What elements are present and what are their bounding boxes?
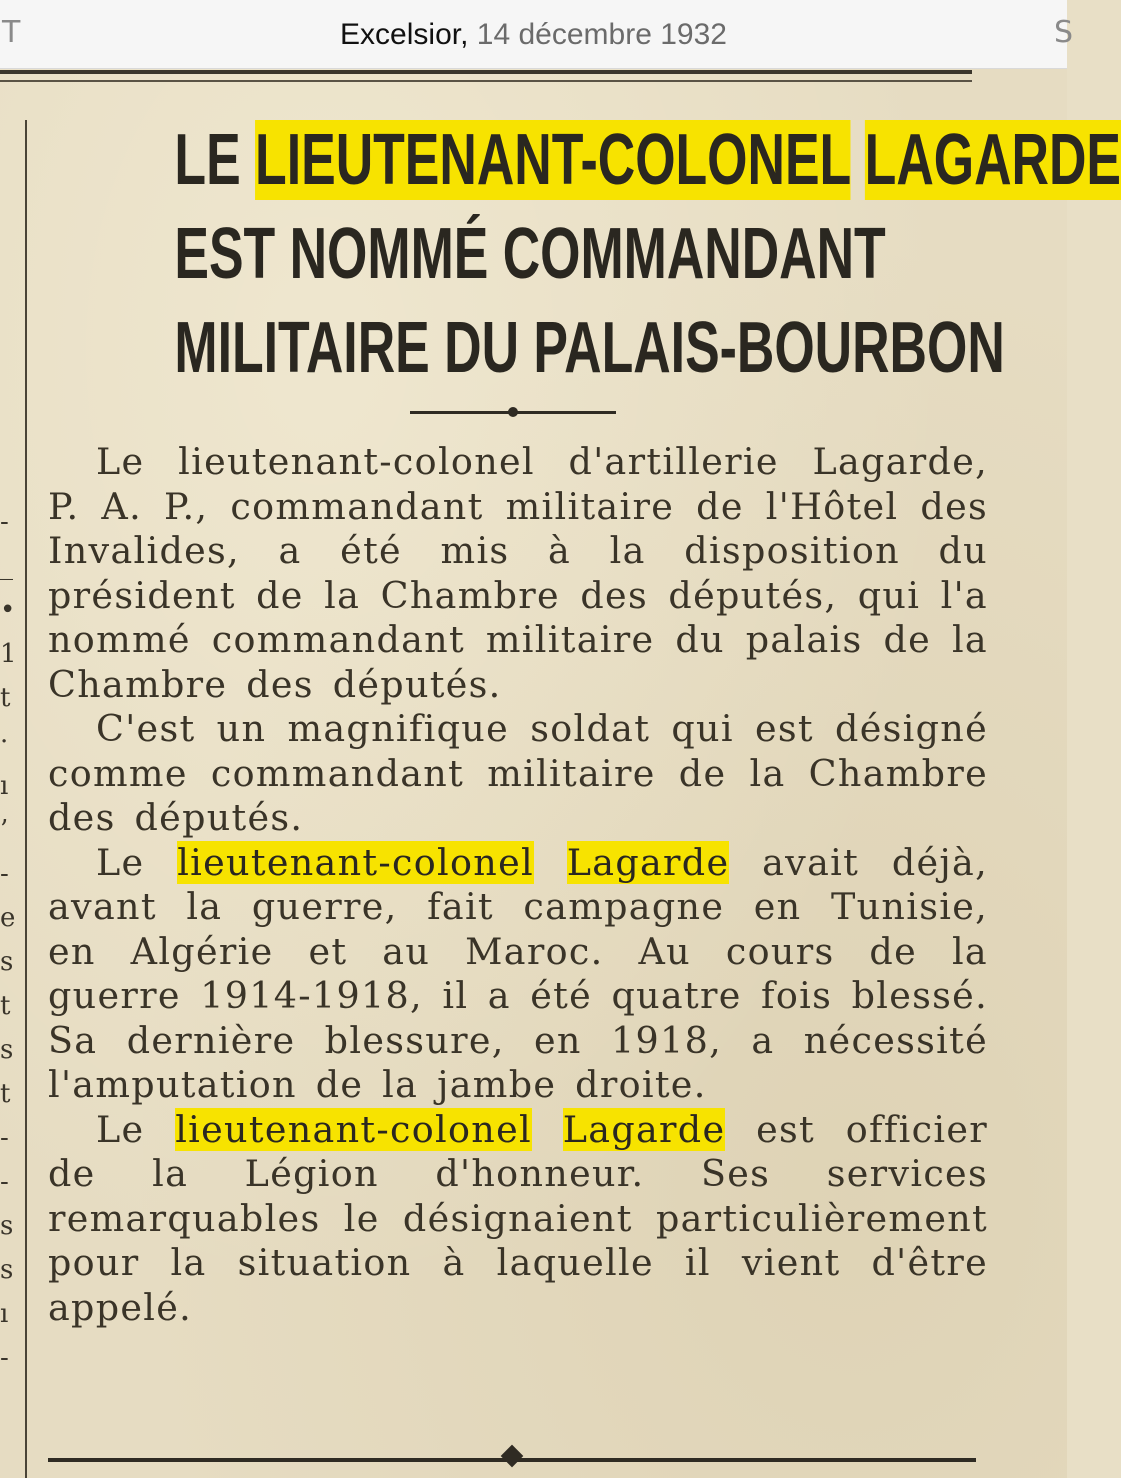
adjacent-column-glyph: - — [0, 1343, 9, 1373]
column-rule — [25, 120, 27, 1478]
headline-line-3: MILITAIRE DU PALAIS-BOURBON — [174, 308, 1005, 388]
left-adjacent-page-edge: T — [2, 15, 21, 50]
adjacent-column-glyph: · — [0, 727, 9, 757]
adjacent-column-glyph: s — [0, 947, 14, 977]
adjacent-column-fragments — [0, 500, 17, 1380]
adjacent-column-glyph: - — [0, 507, 9, 537]
paragraph-2: C'est un magnifique soldat qui est désigné comme commandant militaire de la Chambre des députés. — [48, 707, 988, 839]
headline-line-1 — [40, 118, 1121, 202]
adjacent-column-glyph: • — [0, 595, 16, 625]
document-title — [0, 15, 1067, 51]
adjacent-column-glyph: t — [0, 1079, 11, 1109]
adjacent-column-glyph: s — [0, 1255, 14, 1285]
right-adjacent-page-edge: S — [1053, 15, 1073, 50]
adjacent-column-glyph: - — [0, 1123, 9, 1153]
adjacent-column-glyph: s — [0, 1211, 14, 1241]
ornament-divider — [410, 405, 616, 419]
top-rule — [0, 70, 972, 74]
newspaper-name: Excelsior, — [340, 18, 469, 51]
article-body — [48, 440, 988, 1330]
publication-date: 14 décembre 1932 — [468, 18, 727, 51]
bottom-rule — [48, 1458, 976, 1462]
adjacent-column-glyph: t — [0, 683, 11, 713]
headline-highlight-lagarde: LAGARDE — [864, 120, 1121, 200]
adjacent-column-glyph: e — [0, 903, 16, 933]
adjacent-column-glyph: 1 — [0, 639, 17, 669]
adjacent-column-glyph: t — [0, 991, 11, 1021]
adjacent-column-glyph: s — [0, 1035, 14, 1065]
viewer-title-bar — [0, 0, 1073, 69]
headline-highlight-lieutenant-colonel: LIEUTENANT-COLONEL — [255, 120, 851, 200]
adjacent-column-glyph: _ — [0, 551, 13, 581]
top-rule-thin — [0, 80, 972, 82]
paragraph-1: Le lieutenant-colonel d'artillerie Lagarde, P. A. P., commandant militaire de l'Hôtel des Invalides, a été mis à la disposition du président de la Chambre des députés, qui l'a nommé commandant militaire du palais de la Chambre des députés. — [48, 440, 988, 706]
headline-line-2: EST NOMMÉ COMMANDANT — [174, 214, 886, 294]
adjacent-column-glyph: ’ — [0, 815, 9, 845]
highlight-lieutenant-colonel: lieutenant-colonel — [175, 1107, 532, 1151]
adjacent-column-glyph: ı — [0, 771, 9, 801]
highlight-lagarde: Lagarde — [562, 1107, 726, 1151]
adjacent-column-glyph: ı — [0, 1299, 9, 1329]
headline-word-le: LE — [174, 120, 256, 200]
highlight-lieutenant-colonel: lieutenant-colonel — [177, 840, 534, 884]
paragraph-3: Le lieutenant-colonel Lagarde avait déjà, avant la guerre, fait campagne en Tunisie, en Algérie et au Maroc. Au cours de la guerre 1914-1918, il a été quatre fois blessé. Sa dernière blessure, en 1918, a nécessité l'amputation de la jambe droite. — [48, 840, 989, 1106]
adjacent-column-glyph: - — [0, 1167, 9, 1197]
adjacent-column-glyph: - — [0, 859, 9, 889]
highlight-lagarde: Lagarde — [566, 840, 730, 884]
paragraph-4: Le lieutenant-colonel Lagarde est officier de la Légion d'honneur. Ses services remarquables le désignaient particulièrement pour la situation à laquelle il vient d'être appelé. — [48, 1107, 989, 1329]
